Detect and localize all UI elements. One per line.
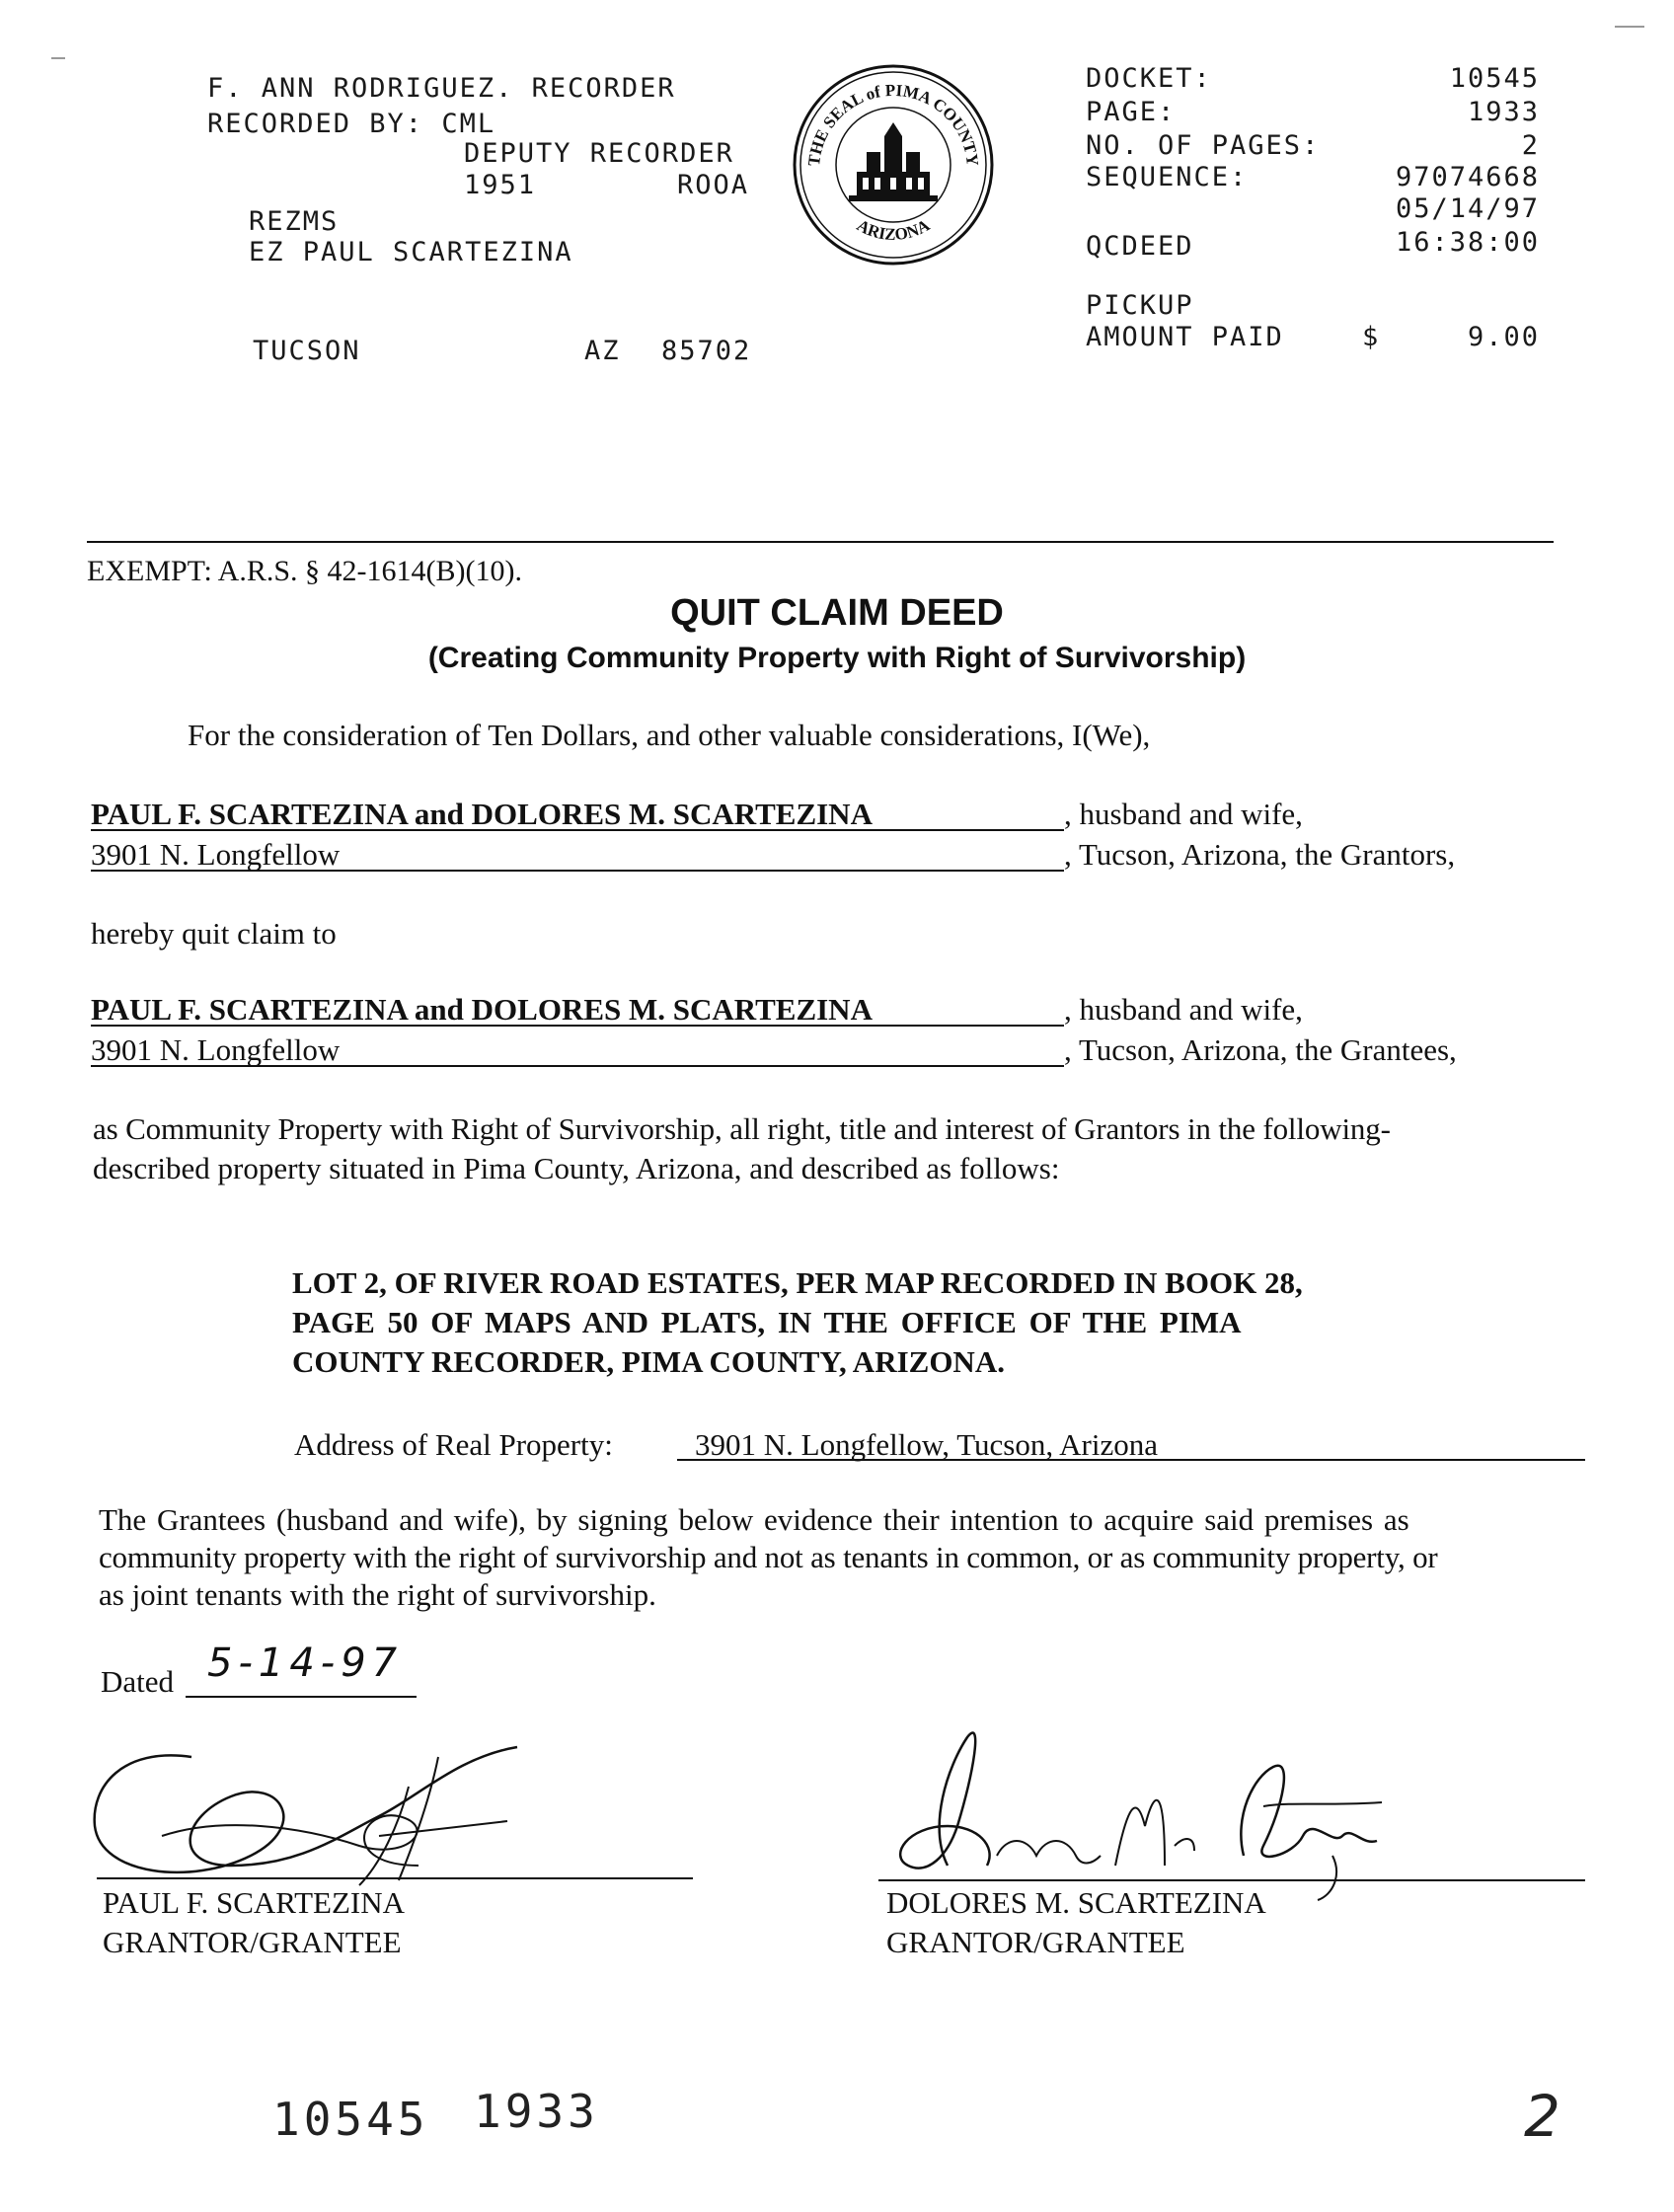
- property-intro-line-2: described property situated in Pima County, Arizona, and described as follows:: [93, 1151, 1060, 1185]
- grantor-names-suffix: , husband and wife,: [1064, 797, 1303, 831]
- recorder-line-3: DEPUTY RECORDER: [464, 138, 734, 169]
- property-intro-line-1: as Community Property with Right of Survivorship, all right, title and interest of Grantors in the following-: [93, 1111, 1391, 1146]
- recorder-line-4-right: ROOA: [677, 170, 750, 200]
- seal-bottom-text: ARIZONA: [853, 215, 934, 245]
- signer-right-name: DOLORES M. SCARTEZINA: [886, 1885, 1266, 1920]
- sequence-label: SEQUENCE:: [1086, 162, 1249, 192]
- legal-description-line-2: PAGE 50 OF MAPS AND PLATS, IN THE OFFICE OF THE PIMA: [292, 1305, 1242, 1339]
- header-divider: [87, 541, 1554, 543]
- scan-mark-left: [51, 57, 65, 59]
- grantor-address-suffix: , Tucson, Arizona, the Grantors,: [1064, 837, 1456, 872]
- footer-page: 1933: [474, 2085, 599, 2138]
- signer-left-name: PAUL F. SCARTEZINA: [103, 1885, 405, 1920]
- grantor-address-underline: [91, 870, 1064, 872]
- recorder-state: AZ: [584, 336, 621, 366]
- page-value: 1933: [1467, 97, 1540, 127]
- amount-value: 9.00: [1467, 322, 1540, 352]
- signature-left: [83, 1717, 636, 1895]
- signature-right-scribble: [869, 1708, 1421, 1905]
- scan-mark-right: [1615, 26, 1644, 28]
- currency-symbol: $: [1362, 322, 1381, 352]
- dated-value: 5-14-97: [207, 1640, 404, 1686]
- type-label: QCDEED: [1086, 231, 1194, 262]
- seal-graphic: [790, 61, 997, 268]
- signature-line-left: [97, 1877, 693, 1879]
- consideration-text: For the consideration of Ten Dollars, and other valuable considerations, I(We),: [188, 718, 1151, 752]
- legal-description-line-3: COUNTY RECORDER, PIMA COUNTY, ARIZONA.: [292, 1344, 1005, 1379]
- docket-value: 10545: [1449, 63, 1540, 94]
- grantee-address-underline: [91, 1065, 1064, 1067]
- quit-claim-to: hereby quit claim to: [91, 916, 337, 951]
- svg-text:ARIZONA: [854, 215, 934, 244]
- date-value: 05/14/97: [1395, 193, 1540, 224]
- intention-line-1: The Grantees (husband and wife), by signing below evidence their intention to acquire said premises as: [99, 1502, 1409, 1537]
- seal-top-text: THE SEAL of PIMA COUNTY: [803, 80, 983, 168]
- recorder-city: TUCSON: [253, 336, 361, 366]
- grantee-names-underline: [91, 1025, 1064, 1027]
- dated-underline: [186, 1696, 417, 1698]
- recorder-line-6: EZ PAUL SCARTEZINA: [249, 237, 573, 267]
- pages-value: 2: [1521, 130, 1540, 161]
- signature-left-scribble: [83, 1717, 636, 1895]
- signer-left-role: GRANTOR/GRANTEE: [103, 1925, 402, 1959]
- grantor-names: PAUL F. SCARTEZINA and DOLORES M. SCARTEZINA: [91, 797, 873, 831]
- grantor-address: 3901 N. Longfellow: [91, 837, 341, 872]
- pages-label: NO. OF PAGES:: [1086, 130, 1321, 161]
- signature-line-right: [878, 1879, 1585, 1881]
- address-label: Address of Real Property:: [294, 1427, 613, 1462]
- exempt-note: EXEMPT: A.R.S. § 42-1614(B)(10).: [87, 555, 523, 587]
- deed-title: QUIT CLAIM DEED: [670, 592, 1004, 634]
- sequence-value: 97074668: [1395, 162, 1540, 192]
- deed-subtitle: (Creating Community Property with Right of Survivorship): [427, 642, 1247, 674]
- dated-label: Dated: [101, 1664, 175, 1699]
- county-seal: [790, 61, 997, 268]
- time-value: 16:38:00: [1395, 227, 1540, 258]
- recorder-line-2: RECORDED BY: CML: [207, 109, 496, 139]
- intention-line-2: community property with the right of survivorship and not as tenants in common, or as community property, or: [99, 1540, 1438, 1574]
- grantee-names-suffix: , husband and wife,: [1064, 992, 1303, 1027]
- address-underline: [677, 1459, 1585, 1461]
- footer-docket: 10545: [272, 2093, 429, 2146]
- address-value: 3901 N. Longfellow, Tucson, Arizona: [695, 1427, 1158, 1462]
- grantee-address-suffix: , Tucson, Arizona, the Grantees,: [1064, 1032, 1457, 1067]
- recorder-zip: 85702: [661, 336, 752, 366]
- intention-line-3: as joint tenants with the right of survivorship.: [99, 1577, 656, 1612]
- grantor-names-underline: [91, 829, 1064, 831]
- signer-right-role: GRANTOR/GRANTEE: [886, 1925, 1185, 1959]
- page-label: PAGE:: [1086, 97, 1177, 127]
- grantee-names: PAUL F. SCARTEZINA and DOLORES M. SCARTEZINA: [91, 992, 873, 1027]
- handwritten-page-number: 2: [1524, 2083, 1560, 2150]
- recorder-line-5: REZMS: [249, 206, 340, 237]
- docket-label: DOCKET:: [1086, 63, 1212, 94]
- legal-description-line-1: LOT 2, OF RIVER ROAD ESTATES, PER MAP RECORDED IN BOOK 28,: [292, 1265, 1303, 1300]
- recorder-line-1: F. ANN RODRIGUEZ. RECORDER: [207, 73, 676, 104]
- signature-right: [869, 1708, 1421, 1905]
- pickup-label: PICKUP: [1086, 290, 1194, 321]
- recorder-line-4-left: 1951: [464, 170, 537, 200]
- amount-label: AMOUNT PAID: [1086, 322, 1284, 352]
- grantee-address: 3901 N. Longfellow: [91, 1032, 341, 1067]
